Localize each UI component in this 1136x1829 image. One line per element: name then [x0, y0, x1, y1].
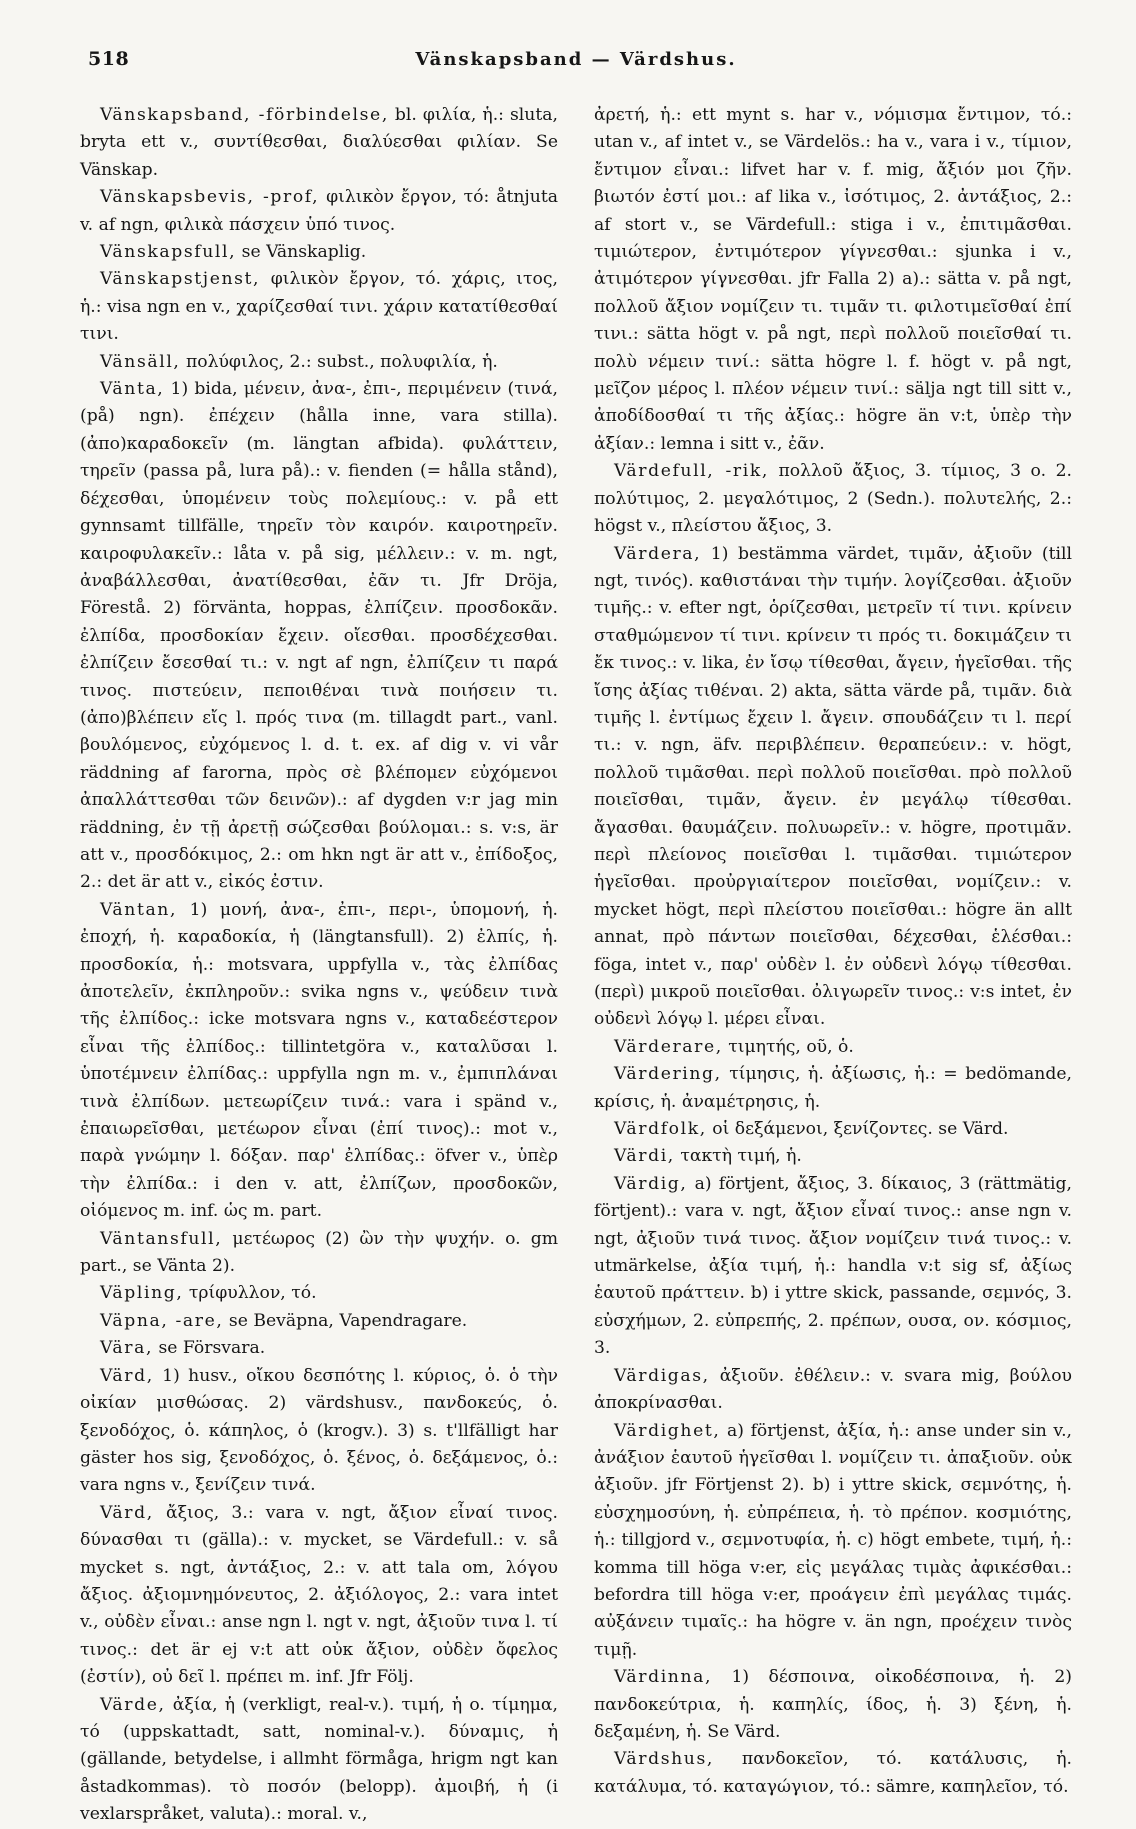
dictionary-entry — [80, 239, 558, 266]
entry-headword: Väpling, — [100, 1283, 184, 1304]
entry-headword: Vänskapstjenst, — [100, 269, 261, 290]
page-header — [80, 46, 1072, 80]
entry-definition: οἱ δεξάμενοι, ξενίζοντες. se Värd. — [706, 1119, 1009, 1140]
dictionary-entry — [594, 1061, 1072, 1116]
entry-definition: τίμησις, ἡ. ἀξίωσις, ἡ.: = bedömande, κρίσις, ἡ. ἀναμέτρησις, ἡ. — [594, 1064, 1072, 1112]
entry-definition: 1) bestämma värdet, τιμᾶν, ἀξιοῦν (till ngt, τινός). καθιστάναι τὴν τιμήν. λογίζεσθαι. ἀξιοῦν τιμῆς.: v. efter ngt, ὁρίζεσθαι, μετρεῖν τί τινι. κρίνειν σταθμώμενον τί τινι. κρίνειν τι πρός τι. δοκιμάζειν τι ἔκ τινος.: v. lika, ἐν ἴσῳ τίθεσθαι, ἄγειν, ἡγεῖσθαι. τῆς ἴσης ἀξίας τιθέναι. 2) akta, sätta värde på, τιμᾶν. διὰ τιμῆς l. ἐντίμως ἔχειν l. ἄγειν. σπουδάζειν τι l. περί τι.: v. ngn, äfv. περιβλέπειν. θεραπεύειν.: v. högt, πολλοῦ τιμᾶσθαι. περὶ πολλοῦ ποιεῖσθαι. πρὸ πολλοῦ ποιεῖσθαι, τιμᾶν, ἄγειν. ἐν μεγάλῳ τίθεσθαι. ἄγασθαι. θαυμάζειν. πολυωρεῖν.: v. högre, προτιμᾶν. περὶ πλείονος ποιεῖσθαι l. τιμᾶσθαι. τιμιώτερον ἡγεῖσθαι. προὐργιαίτερον ποιεῖσθαι, νομίζειν.: v. mycket högt, περὶ πλείστου ποιεῖσθαι.: högre än allt annat, πρὸ πάντων ποιεῖσθαι, δέχεσθαι, ἑλέσθαι.: föga, intet v., παρ' οὐδὲν l. ἐν οὐδενὶ λόγῳ τίθεσθαι. (περὶ) μικροῦ ποιεῖσθαι. ὀλιγωρεῖν τινος.: v:s intet, ἐν οὐδενὶ λόγῳ l. μέρει εἶναι. — [594, 543, 1072, 1030]
entry-headword: Värdigas, — [614, 1365, 710, 1386]
entry-headword: Värdering, — [614, 1064, 722, 1085]
entry-definition: a) förtjenst, ἀξία, ἡ.: anse under sin v., ἀνάξιον ἑαυτοῦ ἡγεῖσθαι l. νομίζειν τι. ἀπαξιοῦν. οὐκ ἀξιοῦν. jfr Förtjenst 2). b) i yttre skick, σεμνότης, ἡ. εὐσχημοσύνη, ἡ. εὐπρέπεια, ἡ. τὸ πρέπον. κοσμιότης, ἡ.: tillgjord v., σεμνοτυφία, ἡ. c) högt embete, τιμή, ἡ.: komma till höga v:er, εἰς μεγάλας τιμὰς ἀφικέσθαι.: befordra till höga v:er, προάγειν ἐπὶ μεγάλας τιμάς. αὐξάνειν τιμαῖς.: ha högre v. än ngn, προέχειν τινὸς τιμῇ. — [594, 1420, 1072, 1660]
two-column-body — [80, 102, 1072, 1829]
dictionary-entry — [80, 266, 558, 348]
dictionary-entry — [80, 102, 558, 184]
entry-definition: τακτὴ τιμή, ἡ. — [674, 1146, 802, 1167]
dictionary-entry — [594, 1116, 1072, 1143]
entry-definition: bl. φιλία, ἡ.: sluta, bryta ett v., συντίθεσθαι, διαλύεσθαι φιλίαν. Se Vänskap. — [80, 105, 558, 180]
dictionary-entry — [594, 1171, 1072, 1363]
dictionary-entry — [594, 1418, 1072, 1665]
entry-definition: τιμητής, οῦ, ὁ. — [722, 1036, 854, 1057]
dictionary-entry — [80, 1308, 558, 1335]
entry-definition: τρίφυλλον, τό. — [183, 1283, 317, 1304]
entry-headword: Vänskapsfull, — [100, 242, 237, 263]
entry-definition: se Beväpna, Vapendragare. — [223, 1310, 468, 1331]
entry-headword: Värdfolk, — [614, 1119, 707, 1140]
entry-headword: Värdefull, -rik, — [614, 461, 769, 482]
entry-definition: 1) bida, μένειν, ἀνα-, ἐπι-, περιμένειν (τινά, (på) ngn). ἐπέχειν (hålla inne, vara stilla). (ἀπο)καραδοκεῖν (m. längtan afbida). φυλάττειν, τηρεῖν (passa på, lura på).: v. fienden (= hålla stånd), δέχεσθαι, ὑπομένειν τοὺς πολεμίους.: v. på ett gynnsamt tillfälle, τηρεῖν τὸν καιρόν. καιροτηρεῖν. καιροφυλακεῖν.: låta v. på sig, μέλλειν.: v. m. ngt, ἀναβάλλεσθαι, ἀνατίθεσθαι, ἐᾶν τι. Jfr Dröja, Förestå. 2) förvänta, hoppas, ἐλπίζειν. προσδοκᾶν. ἐλπίδα, προσδοκίαν ἔχειν. οἴεσθαι. προσδέχεσθαι. ἐλπίζειν ἔσεσθαί τι.: v. ngt af ngn, ἐλπίζειν τι παρά τινος. πιστεύειν, πεποιθέναι τινὰ ποιήσειν τι. (ἀπο)βλέπειν εἴς l. πρός τινα (m. tillagdt part., vanl. βουλόμενος, εὐχόμενος l. d. t. ex. af dig v. vi vår räddning af farorna, πρὸς σὲ βλέπομεν εὐχόμενοι ἀπαλλάττεσθαι τῶν δεινῶν).: af dygden v:r jag min räddning, ἐν τῇ ἀρετῇ σώζεσθαι βούλομαι.: s. v:s, är att v., προσδόκιμος, 2.: om hkn ngt är att v., ἐπίδοξος, 2.: det är att v., εἰκός ἐστιν. — [80, 379, 558, 893]
entry-headword: Väntansfull, — [100, 1228, 223, 1249]
dictionary-entry — [594, 458, 1072, 540]
entry-definition: a) förtjent, ἄξιος, 3. δίκαιος, 3 (rättmätig, förtjent).: vara v. ngt, ἄξιον εἶναί τινος.: anse ngn v. ngt, ἀξιοῦν τινά τινος. ἄξιον νομίζειν τινά τινος.: v. utmärkelse, ἀξία τιμή, ἡ.: handla v:t sig sf, ἀξίως ἑαυτοῦ πράττειν. b) i yttre skick, passande, σεμνός, 3. εὐσχήμων, 2. εὐπρεπής, 2. πρέπων, ουσα, ον. κόσμιος, 3. — [594, 1173, 1072, 1359]
entry-headword: Vänta, — [100, 379, 165, 400]
dictionary-entry — [594, 1143, 1072, 1170]
dictionary-entry — [80, 376, 558, 897]
entry-headword: Värdig, — [614, 1173, 688, 1194]
dictionary-entry — [80, 1500, 558, 1692]
entry-definition: 1) δέσποινα, οἰκοδέσποινα, ἡ. 2) πανδοκεύτρια, ἡ. καπηλίς, ίδος, ἡ. 3) ξένη, ἡ. δεξαμένη, ἡ. Se Värd. — [594, 1667, 1072, 1742]
entry-headword: Värdera, — [614, 543, 702, 564]
dictionary-entry — [594, 1034, 1072, 1061]
left-column — [80, 102, 558, 1829]
dictionary-entry — [80, 1280, 558, 1307]
dictionary-entry — [80, 1692, 558, 1829]
entry-headword: Väntan, — [100, 899, 178, 920]
entry-definition: μετέωρος (2) ὢν τὴν ψυχήν. o. gm part., se Vänta 2). — [80, 1228, 558, 1277]
dictionary-entry — [80, 184, 558, 239]
entry-definition: φιλικὸν ἔργον, τό: åtnjuta v. af ngn, φιλικὰ πάσχειν ὑπό τινος. — [80, 187, 558, 235]
dictionary-entry — [594, 1664, 1072, 1746]
entry-headword: Värdi, — [614, 1146, 675, 1167]
entry-headword: Värdinna, — [614, 1667, 713, 1688]
entry-definition: πολλοῦ ἄξιος, 3. τίμιος, 3 o. 2. πολύτιμος, 2. μεγαλότιμος, 2 (Sedn.). πολυτελής, 2.: högst v., πλείστου ἄξιος, 3. — [594, 461, 1072, 537]
dictionary-entry — [80, 349, 558, 376]
entry-headword: Värdshus, — [614, 1749, 714, 1770]
entry-definition: 1) husv., οἴκου δεσπότης l. κύριος, ὁ. ὁ τὴν οἰκίαν μισθώσας. 2) värdshusv., πανδοκεύς, ὁ. ξενοδόχος, ὁ. κάπηλος, ὁ (krogv.). 3) s. t'llfälligt har gäster hos sig, ξενοδόχος, ὁ. ξένος, ὁ. δεξάμενος, ὁ.: vara ngns v., ξενίζειν τινά. — [80, 1365, 558, 1496]
dictionary-entry — [80, 897, 558, 1226]
entry-headword: Värdighet, — [614, 1420, 721, 1441]
entry-headword: Vära, — [100, 1338, 154, 1359]
entry-definition: 1) μονή, ἀνα-, ἐπι-, περι-, ὑπομονή, ἡ. ἐποχή, ἡ. καραδοκία, ἡ (längtansfull). 2) ἐλπίς, ἡ. προσδοκία, ἡ.: motsvara, uppfylla v., τὰς ἐλπίδας ἀποτελεῖν, ἐκπληροῦν.: svika ngns v., ψεύδειν τινὰ τῆς ἐλπίδος.: icke motsvara ngns v., καταδεέστερον εἶναι τῆς ἐλπίδος.: tillintetgöra v., καταλῦσαι l. ὑποτέμνειν ἐλπίδας.: uppfylla ngn m. v., ἐμπιπλάναι τινὰ ἐλπίδων. μετεωρίζειν τινά.: vara i spänd v., ἐπαιωρεῖσθαι, μετέωρον εἶναι (ἐπί τινος).: mot v., παρὰ γνώμην l. δόξαν. παρ' ἐλπίδας.: öfver v., ὑπὲρ τὴν ἐλπίδα.: i den v. att, ἐλπίζων, προσδοκῶν, οἰόμενος m. inf. ὡς m. part. — [80, 899, 558, 1222]
dictionary-entry — [80, 1363, 558, 1500]
dictionary-entry — [594, 1363, 1072, 1418]
entry-definition: φιλικὸν ἔργον, τό. χάρις, ιτος, ἡ.: visa ngn en v., χαρίζεσθαί τινι. χάριν κατατίθεσθαί τινι. — [80, 269, 558, 345]
entry-headword: Värde, — [100, 1694, 166, 1715]
dictionary-entry — [594, 1746, 1072, 1801]
right-column — [594, 102, 1072, 1829]
entry-headword: Värd, — [100, 1365, 154, 1386]
entry-definition: ἀξιοῦν. ἐθέλειν.: v. svara mig, βούλου ἀποκρίνασθαι. — [594, 1365, 1072, 1414]
entry-headword: Vänsäll, — [100, 351, 181, 372]
entry-headword: Vänskapsband, -förbindelse, — [100, 105, 389, 125]
dictionary-entry — [80, 1335, 558, 1362]
dictionary-entry — [594, 541, 1072, 1034]
entry-definition: ἀρετή, ἡ.: ett mynt s. har v., νόμισμα ἔντιμον, τό.: utan v., af intet v., se Värdelös.: ha v., vara i v., τίμιον, ἔντιμον εἶναι.: lifvet har v. f. mig, ἄξιόν μοι ζῆν. βιωτόν ἐστί μοι.: af lika v., ἰσότιμος, 2. ἀντάξιος, 2.: af stort v., se Värdefull.: stiga i v., ἐπιτιμᾶσθαι. τιμιώτερον, ἐντιμότερον γίγνεσθαι.: sjunka i v., ἀτιμότερον γίγνεσθαι. jfr Falla 2) a).: sätta v. på ngt, πολλοῦ ἄξιον νομίζειν τι. τιμᾶν τι. φιλοτιμεῖσθαί ἐπί τινι.: sätta högt v. på ngt, περὶ πολλοῦ ποιεῖσθαί τι. πολὺ νέμειν τινί.: sätta högre l. f. högt v. på ngt, μεῖζον μέρος l. πλέον νέμειν τινί.: sälja ngt till sitt v., ἀποδίδοσθαί τι τῆς ἀξίας.: högre än v:t, ὑπὲρ τὴν ἀξίαν.: lemna i sitt v., ἐᾶν. — [594, 105, 1072, 454]
entry-definition: ἀξία, ἡ (verkligt, real-v.). τιμή, ἡ o. τίμημα, τό (uppskattadt, satt, nominal-v.). δύναμις, ἡ (gällande, betydelse, i allmht förmåga, hrigm ngt kan åstadkommas). τὸ ποσόν (belopp). ἀμοιβή, ἡ (i vexlarspråket, valuta).: moral. v., — [80, 1694, 558, 1825]
entry-headword: Väpna, -are, — [100, 1310, 224, 1331]
entry-headword: Värderare, — [614, 1036, 723, 1057]
dictionary-entry — [80, 1226, 558, 1281]
entry-definition: ἄξιος, 3.: vara v. ngt, ἄξιον εἶναί τινος. δύνασθαι τι (gälla).: v. mycket, se Värdefull.: v. så mycket s. ngt, ἀντάξιος, 2.: v. att tala om, λόγου ἄξιος. ἀξιομνημόνευτος, 2. ἀξιόλογος, 2.: vara intet v., οὐδὲν εἶναι.: anse ngn l. ngt v. ngt, ἀξιοῦν τινα l. τί τινος.: det är ej v:t att οὐκ ἄξιον, οὐδὲν ὄφελος (ἐστίν), οὐ δεῖ l. πρέπει m. inf. Jfr Följ. — [80, 1502, 558, 1688]
entry-definition: πανδοκεῖον, τό. κατάλυσις, ἡ. κατάλυμα, τό. καταγώγιον, τό.: sämre, καπηλεῖον, τό. — [594, 1749, 1072, 1797]
entry-headword: Vänskapsbevis, -prof, — [100, 187, 320, 208]
page-number: 518 — [88, 48, 130, 70]
entry-definition: se Försvara. — [153, 1338, 266, 1359]
entry-definition: se Vänskaplig. — [236, 242, 367, 263]
entry-definition: πολύφιλος, 2.: subst., πολυφιλία, ἡ. — [180, 351, 498, 372]
dictionary-entry — [594, 102, 1072, 458]
entry-headword: Värd, — [100, 1502, 154, 1523]
running-head: Vänskapsband — Värdshus. — [415, 49, 737, 70]
